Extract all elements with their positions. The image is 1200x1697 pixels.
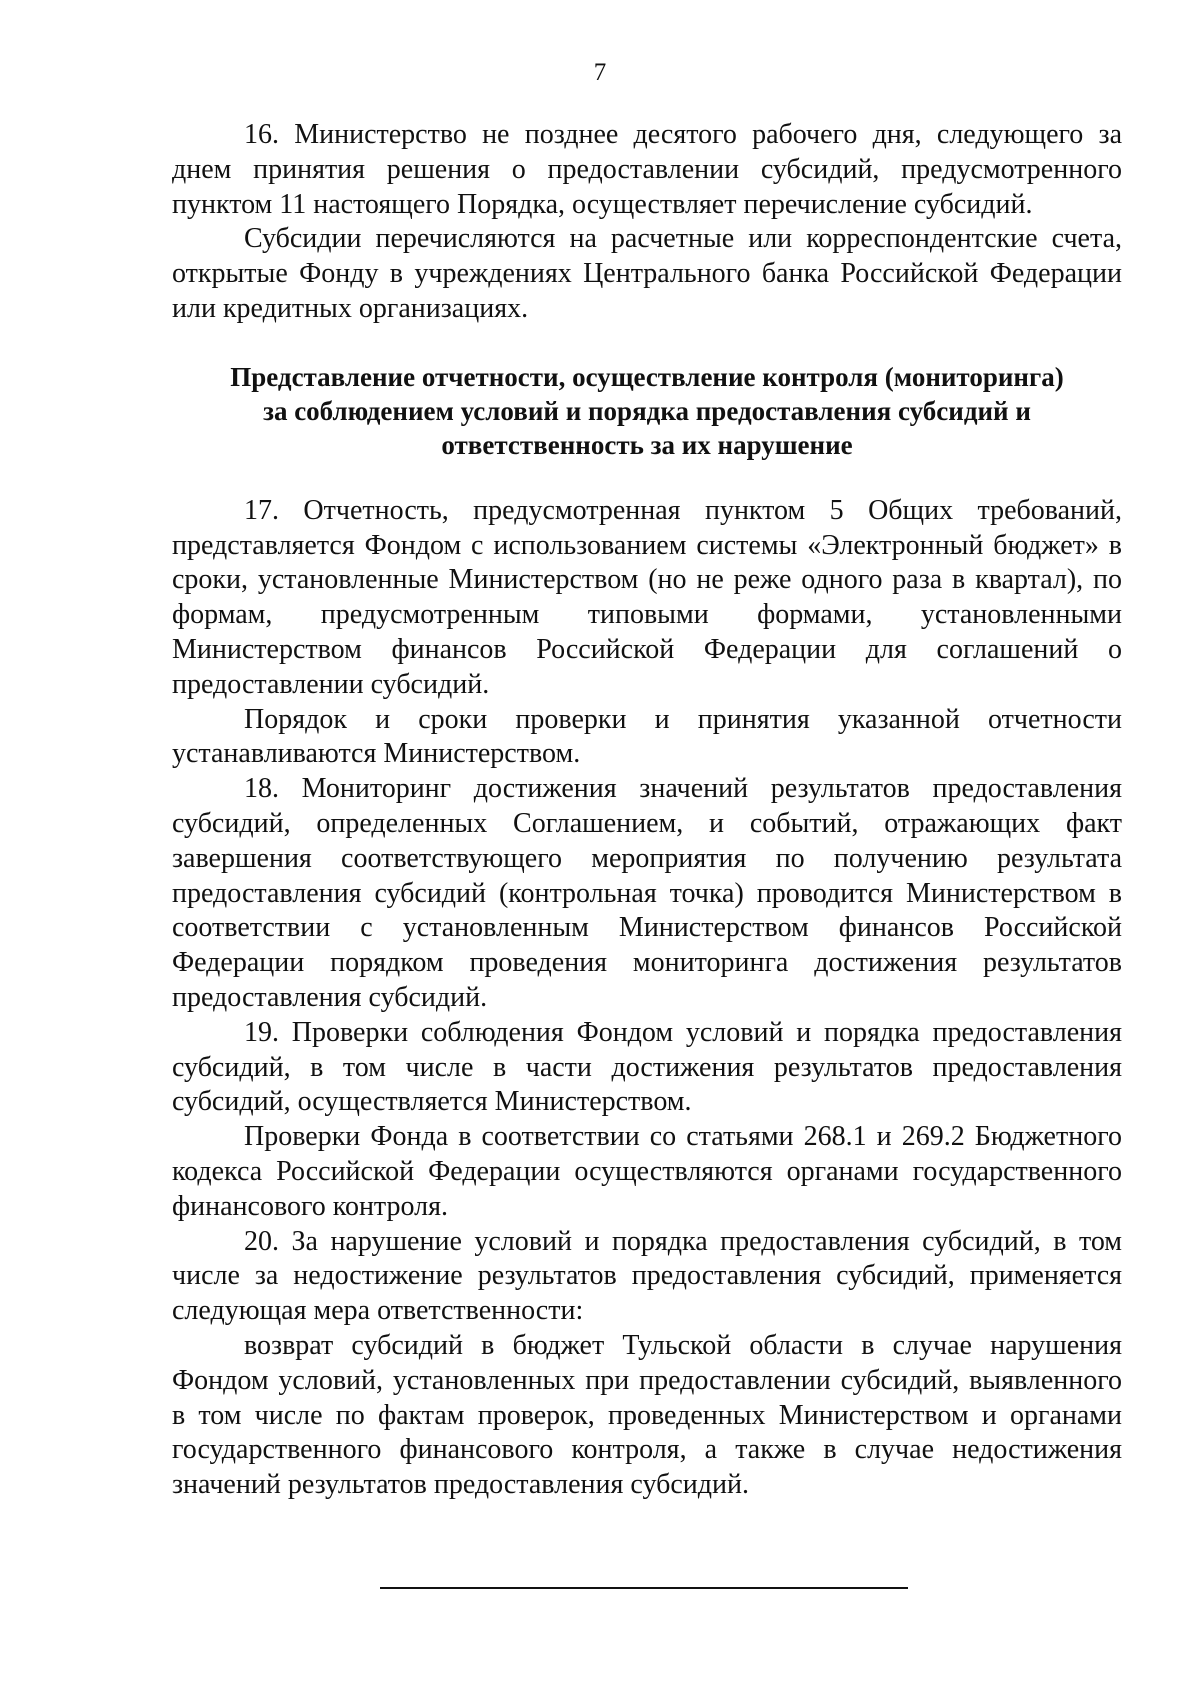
section-heading-line-2: за соблюдением условий и порядка предоставления субсидий и [263, 395, 1031, 426]
paragraph-17: 17. Отчетность, предусмотренная пунктом 5 Общих требований, представляется Фондом с использованием системы «Электронный бюджет» в сроки, установленные Министерством (но не реже одного раза в квартал), по формам, предусмотренным типовыми формами, установленными Министерством финансов Российской Федерации для соглашений о предоставлении субсидий. [172, 494, 1122, 700]
paragraph-19: 19. Проверки соблюдения Фондом условий и порядка предоставления субсидий, в том числе в части достижения результатов предоставления субсидий, осуществляется Министерством. [172, 1016, 1122, 1118]
paragraph-report-check-order: Порядок и сроки проверки и принятия указанной отчетности устанавливаются Министерством. [172, 703, 1122, 770]
section-heading-line-3: ответственность за их нарушение [441, 429, 853, 460]
section-heading [172, 360, 1122, 462]
paragraph-fund-inspections: Проверки Фонда в соответствии со статьями 268.1 и 269.2 Бюджетного кодекса Российской Федерации осуществляются органами государственного финансового контроля. [172, 1121, 1122, 1222]
section-heading-line-1: Представление отчетности, осуществление контроля (мониторинга) [230, 361, 1064, 392]
document-body [172, 118, 1122, 1503]
page-number: 7 [593, 59, 607, 86]
end-of-document-rule [380, 1587, 908, 1589]
paragraph-20: 20. За нарушение условий и порядка предоставления субсидий, в том числе за недостижение результатов предоставления субсидий, применяется следующая мера ответственности: [172, 1225, 1122, 1327]
paragraph-18: 18. Мониторинг достижения значений результатов предоставления субсидий, определенных Соглашением, и событий, отражающих факт завершения соответствующего мероприятия по получению результата предоставления субсидий (контрольная точка) проводится Министерством в соответствии с установленным Министерством финансов Российской Федерации порядком проведения мониторинга достижения результатов предоставления субсидий. [172, 773, 1122, 1013]
paragraph-subsidies-transfer: Субсидии перечисляются на расчетные или корреспондентские счета, открытые Фонду в учреждениях Центрального банка Российской Федерации или кредитных организациях. [172, 223, 1122, 324]
paragraph-refund-measure: возврат субсидий в бюджет Тульской области в случае нарушения Фондом условий, установленных при предоставлении субсидий, выявленного в том числе по фактам проверок, проведенных Министерством и органами государственного финансового контроля, а также в случае недостижения значений результатов предоставления субсидий. [172, 1329, 1122, 1501]
paragraph-16: 16. Министерство не позднее десятого рабочего дня, следующего за днем принятия решения о предоставлении субсидий, предусмотренного пунктом 11 настоящего Порядка, осуществляет перечисление субсидий. [172, 119, 1122, 220]
